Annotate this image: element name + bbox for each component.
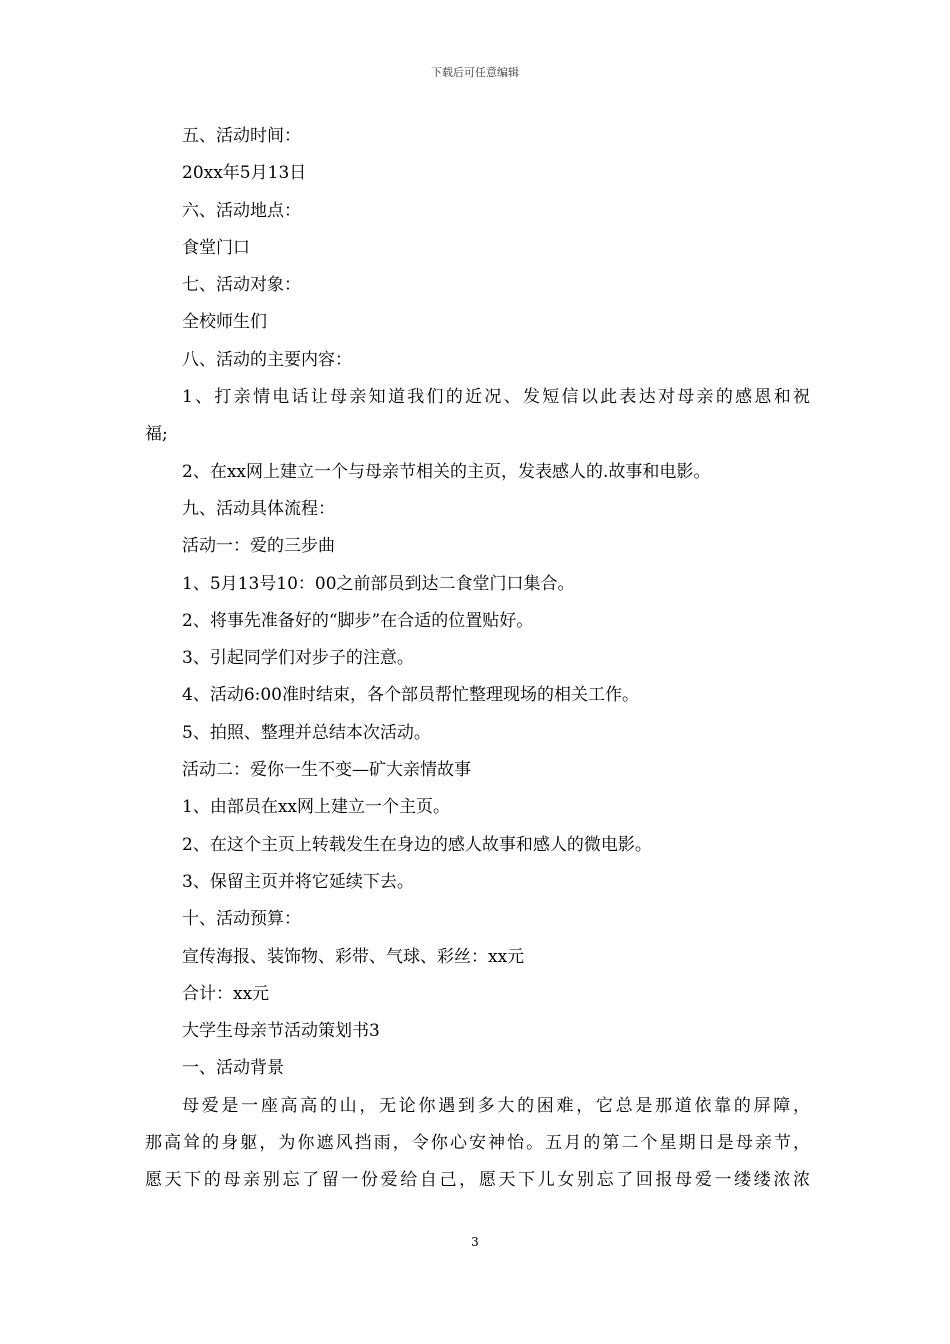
subheading-activity-one: 活动一：爱的三步曲	[182, 536, 335, 557]
paragraph-line: 2、将事先准备好的“脚步”在合适的位置贴好。	[182, 610, 534, 631]
paragraph-line: 母爱是一座高高的山，无论你遇到多大的困难，它总是那道依靠的屏障，	[182, 1095, 810, 1116]
paragraph-line: 1、5月13号10：00之前部员到达二食堂门口集合。	[182, 573, 575, 594]
paragraph-line: 4、活动6:00准时结束，各个部员帮忙整理现场的相关工作。	[182, 685, 639, 706]
paragraph-line: 合计：xx元	[182, 983, 270, 1004]
paragraph-line: 2、在xx网上建立一个与母亲节相关的主页，发表感人的.故事和电影。	[182, 461, 711, 482]
paragraph-line: 5、拍照、整理并总结本次活动。	[182, 722, 431, 743]
paragraph-line: 全校师生们	[182, 312, 267, 333]
section-heading-time: 五、活动时间：	[182, 126, 301, 146]
section-heading-budget: 十、活动预算：	[182, 909, 301, 930]
paragraph-line: 那高耸的身躯，为你遮风挡雨，令你心安神怡。五月的第二个星期日是母亲节，	[145, 1133, 810, 1154]
document-title: 大学生母亲节活动策划书3	[182, 1021, 380, 1042]
section-heading-audience: 七、活动对象：	[182, 275, 301, 296]
page-header	[0, 66, 950, 80]
page-footer	[0, 1235, 950, 1249]
subheading-activity-two: 活动二：爱你一生不变—矿大亲情故事	[182, 760, 471, 781]
paragraph-line: 2、在这个主页上转载发生在身边的感人故事和感人的微电影。	[182, 834, 652, 855]
paragraph-line: 1、由部员在xx网上建立一个主页。	[182, 797, 450, 818]
paragraph-line: 3、保留主页并将它延续下去。	[182, 871, 414, 892]
section-heading-content: 八、活动的主要内容：	[182, 349, 352, 370]
section-heading-process: 九、活动具体流程：	[182, 498, 335, 519]
paragraph-line: 福;	[145, 424, 168, 445]
paragraph-line: 食堂门口	[182, 237, 250, 258]
paragraph-line: 20xx年5月13日	[182, 163, 307, 184]
paragraph-line: 愿天下的母亲别忘了留一份爱给自己，愿天下儿女别忘了回报母爱一缕缕浓浓	[145, 1170, 810, 1191]
header-text: 下载后可任意编辑	[431, 66, 519, 79]
document-body	[145, 118, 810, 1200]
paragraph-line: 3、引起同学们对步子的注意。	[182, 648, 414, 669]
section-heading-background: 一、活动背景	[182, 1058, 284, 1079]
section-heading-location: 六、活动地点：	[182, 200, 301, 221]
paragraph-line: 宣传海报、装饰物、彩带、气球、彩丝：xx元	[182, 946, 525, 967]
paragraph-line: 1、打亲情电话让母亲知道我们的近况、发短信以此表达对母亲的感恩和祝	[182, 387, 810, 408]
page-number: 3	[471, 1235, 479, 1249]
